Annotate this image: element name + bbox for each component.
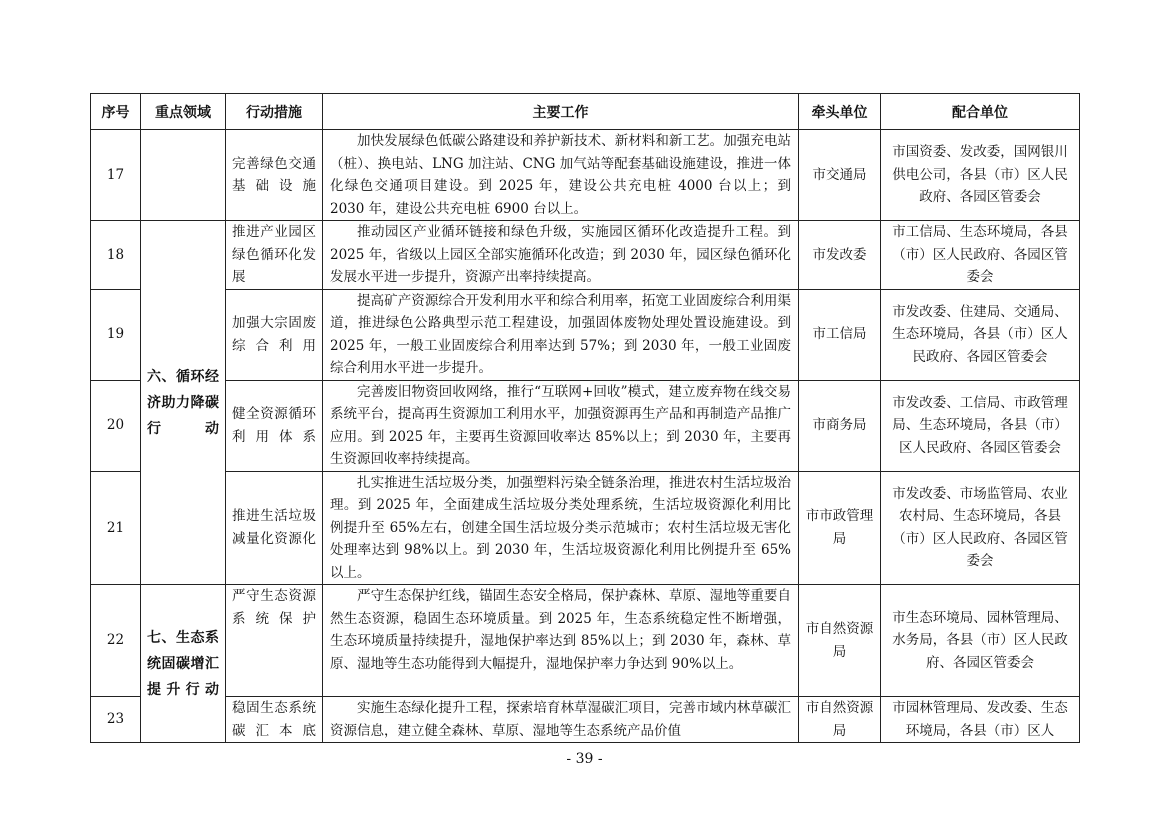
table-row <box>91 221 1080 290</box>
page-number: - 39 - <box>566 751 603 767</box>
row-coop: 市国资委、发改委，国网银川供电公司，各县（市）区人民政府、各园区管委会 <box>881 130 1080 221</box>
row-lead: 市工信局 <box>799 289 881 380</box>
row-measure: 稳固生态系统碳汇本底 <box>226 697 323 743</box>
row-work: 完善废旧物资回收网络，推行“互联网+回收”模式，建立废弃物在线交易系统平台，提高再生资源加工利用水平，加强资源再生产品和再制造产品推广应用。到 2025 年，主要再生资源回收率达 85%以上；到 2030 年，主要再生资源回收率持续提高。 <box>323 380 799 471</box>
row-coop: 市园林管理局、发改委、生态环境局，各县（市）区人 <box>881 697 1080 743</box>
header-index: 序号 <box>91 94 141 130</box>
row-lead: 市交通局 <box>799 130 881 221</box>
header-lead: 牵头单位 <box>799 94 881 130</box>
row-work: 加快发展绿色低碳公路建设和养护新技术、新材料和新工艺。加强充电站（桩）、换电站、LNG 加注站、CNG 加气站等配套基础设施建设，推进一体化绿色交通项目建设。到 2025 年，建设公共充电桩 4000 台以上；到 2030 年，建设公共充电桩 6900 台以上。 <box>323 130 799 221</box>
row-index: 21 <box>91 471 141 585</box>
row-coop: 市工信局、生态环境局，各县（市）区人民政府、各园区管委会 <box>881 221 1080 290</box>
row-measure: 推进产业园区绿色循环化发展 <box>226 221 323 290</box>
row-index: 17 <box>91 130 141 221</box>
row-work: 实施生态绿化提升工程，探索培育林草湿碳汇项目，完善市域内林草碳汇资源信息，建立健全森林、草原、湿地等生态系统产品价值 <box>323 697 799 743</box>
row-measure: 完善绿色交通基础设施 <box>226 130 323 221</box>
area-ecosystem-carbon: 七、生态系统固碳增汇提升行动 <box>141 585 226 743</box>
header-coop: 配合单位 <box>881 94 1080 130</box>
row-work: 扎实推进生活垃圾分类，加强塑料污染全链条治理，推进农村生活垃圾治理。到 2025 年，全面建成生活垃圾分类处理系统，生活垃圾资源化利用比例提升至 65%左右，创建全国生活垃圾分类示范城市；农村生活垃圾无害化处理率达到 98%以上。到 2030 年，生活垃圾资源化利用比例提升至 65%以上。 <box>323 471 799 585</box>
header-work: 主要工作 <box>323 94 799 130</box>
row-index: 20 <box>91 380 141 471</box>
area-circular-economy: 六、循环经济助力降碳行动 <box>141 221 226 585</box>
table-row <box>91 130 1080 221</box>
area-cell-empty <box>141 130 226 221</box>
row-coop: 市发改委、市场监管局、农业农村局、生态环境局，各县（市）区人民政府、各园区管委会 <box>881 471 1080 585</box>
table-row <box>91 697 1080 743</box>
header-area: 重点领域 <box>141 94 226 130</box>
row-measure: 加强大宗固废综合利用 <box>226 289 323 380</box>
table-row <box>91 471 1080 585</box>
row-work: 严守生态保护红线，锚固生态安全格局，保护森林、草原、湿地等重要自然生态资源，稳固生态环境质量。到 2025 年，生态系统稳定性不断增强，生态环境质量持续提升，湿地保护率达到 85%以上；到 2030 年，森林、草原、湿地等生态功能得到大幅提升，湿地保护率力争达到 90%以上。 <box>323 585 799 697</box>
row-index: 22 <box>91 585 141 697</box>
row-lead: 市商务局 <box>799 380 881 471</box>
row-index: 23 <box>91 697 141 743</box>
row-coop: 市生态环境局、园林管理局、水务局，各县（市）区人民政府、各园区管委会 <box>881 585 1080 697</box>
table-row <box>91 380 1080 471</box>
row-index: 19 <box>91 289 141 380</box>
row-index: 18 <box>91 221 141 290</box>
row-measure: 推进生活垃圾减量化资源化 <box>226 471 323 585</box>
row-measure: 健全资源循环利用体系 <box>226 380 323 471</box>
row-lead: 市市政管理局 <box>799 471 881 585</box>
row-lead: 市发改委 <box>799 221 881 290</box>
header-measure: 行动措施 <box>226 94 323 130</box>
header-row <box>91 94 1080 130</box>
action-table <box>90 93 1080 743</box>
row-work: 推动园区产业循环链接和绿色升级，实施园区循环化改造提升工程。到 2025 年，省级以上园区全部实施循环化改造；到 2030 年，园区绿色循环化发展水平进一步提升，资源产出率持续提高。 <box>323 221 799 290</box>
row-measure: 严守生态资源系统保护 <box>226 585 323 697</box>
table-row <box>91 289 1080 380</box>
row-coop: 市发改委、工信局、市政管理局、生态环境局，各县（市）区人民政府、各园区管委会 <box>881 380 1080 471</box>
row-lead: 市自然资源局 <box>799 585 881 697</box>
row-work: 提高矿产资源综合开发利用水平和综合利用率，拓宽工业固废综合利用渠道，推进绿色公路典型示范工程建设，加强固体废物处理处置设施建设。到 2025 年，一般工业固废综合利用率达到 57%；到 2030 年，一般工业固废综合利用水平进一步提升。 <box>323 289 799 380</box>
row-lead: 市自然资源局 <box>799 697 881 743</box>
row-coop: 市发改委、住建局、交通局、生态环境局，各县（市）区人民政府、各园区管委会 <box>881 289 1080 380</box>
table-row <box>91 585 1080 697</box>
